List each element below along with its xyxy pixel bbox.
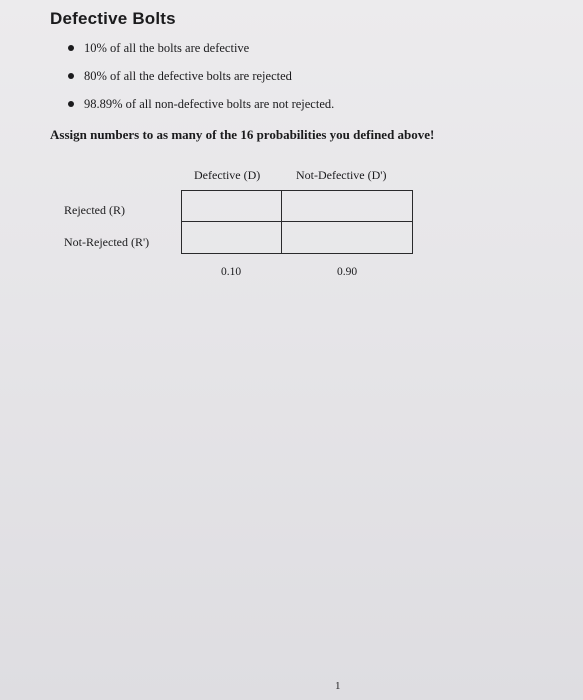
bullet-dot-icon	[68, 101, 74, 107]
marginal-not-defective: 0.90	[337, 266, 358, 278]
table-cell-not-rejected-defective	[182, 222, 282, 253]
bullet-text: 80% of all the defective bolts are rejected	[84, 69, 292, 83]
bullet-text: 98.89% of all non-defective bolts are not rejected.	[84, 97, 335, 111]
table-cell-not-rejected-not-defective	[282, 222, 412, 253]
bullet-item	[68, 96, 334, 124]
bullet-dot-icon	[68, 45, 74, 51]
row-label-not-rejected: Not-Rejected (R')	[64, 235, 150, 249]
row-label-rejected: Rejected (R)	[64, 203, 125, 217]
column-header-not-defective: Not-Defective (D')	[296, 168, 387, 182]
column-header-defective: Defective (D)	[194, 168, 261, 182]
bullet-item	[68, 40, 334, 68]
table-cell-rejected-defective	[182, 191, 282, 222]
instruction-text: Assign numbers to as many of the 16 probabilities you defined above!	[50, 127, 435, 142]
page-title: Defective Bolts	[50, 9, 176, 28]
table-cell-rejected-not-defective	[282, 191, 412, 222]
page-number: 1	[335, 680, 341, 692]
bullet-dot-icon	[68, 73, 74, 79]
bullet-text: 10% of all the bolts are defective	[84, 41, 250, 55]
probability-table	[181, 190, 413, 254]
bullet-list	[68, 40, 334, 124]
marginal-defective: 0.10	[221, 266, 242, 278]
bullet-item	[68, 68, 334, 96]
